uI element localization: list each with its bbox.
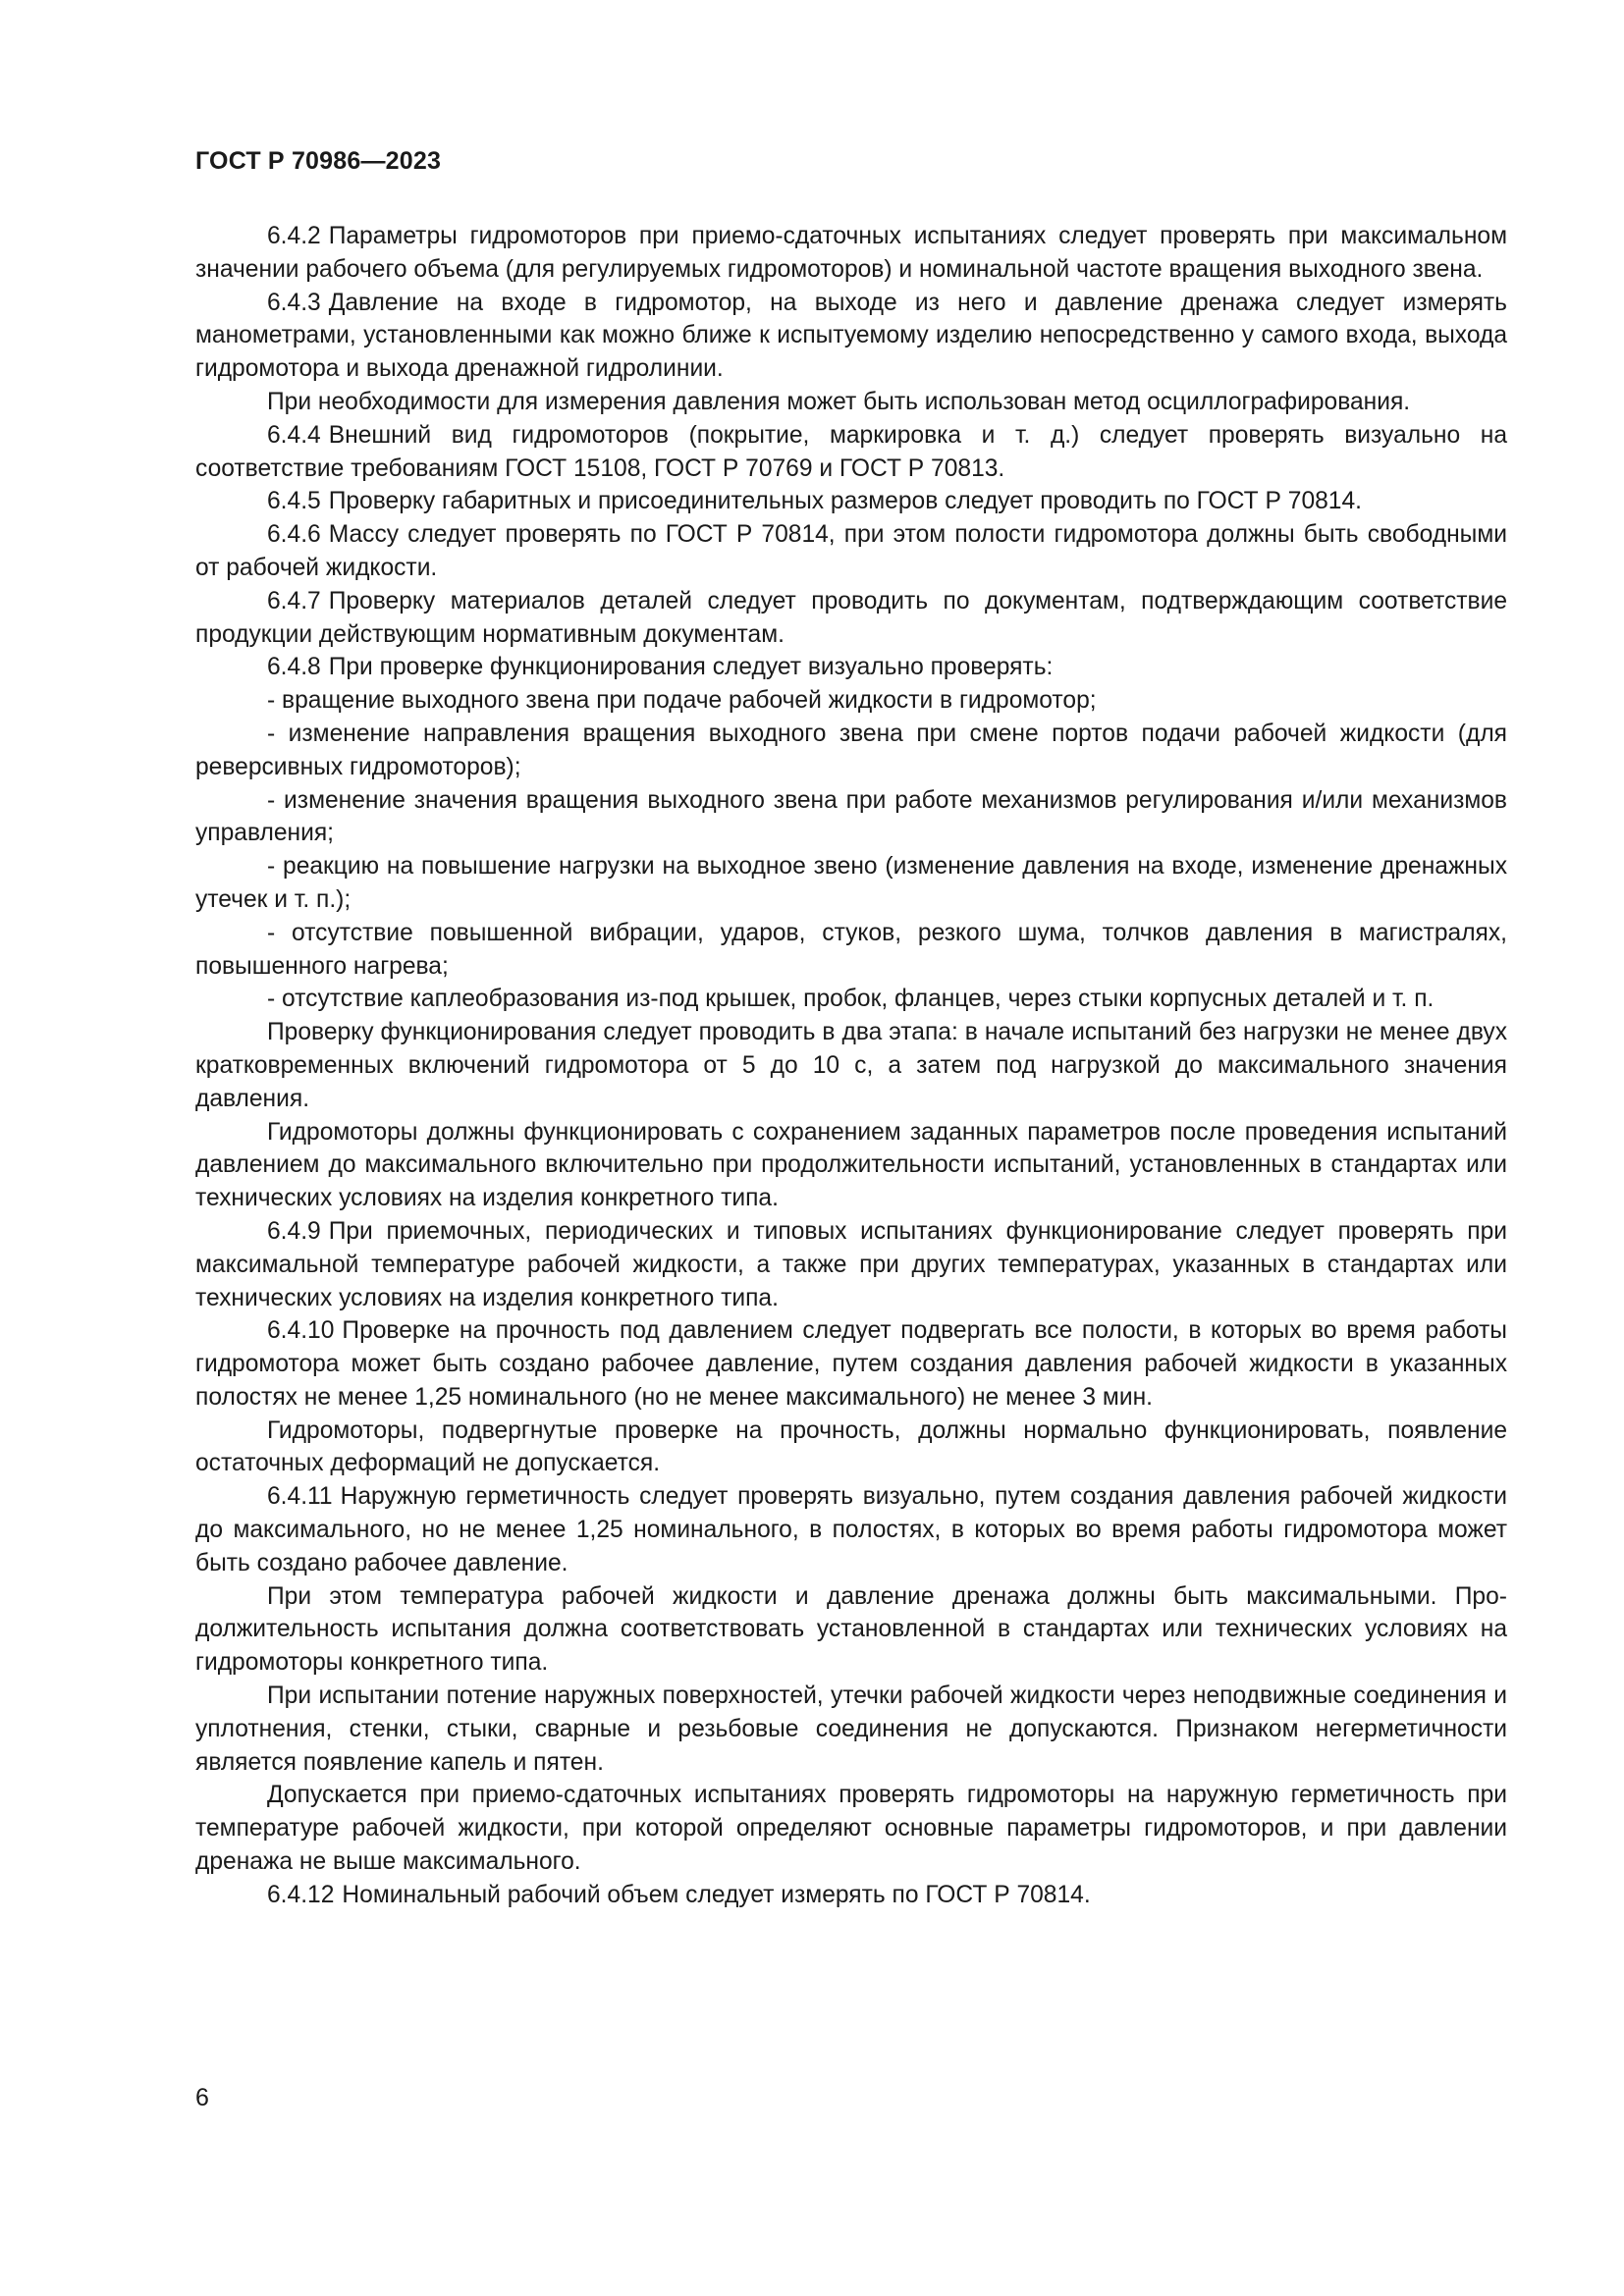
page-number: 6: [195, 2084, 209, 2111]
clause-number: 6.4.12: [267, 1881, 335, 1908]
document-header: ГОСТ Р 70986—2023: [195, 147, 442, 175]
paragraph: [195, 1016, 1507, 1115]
paragraph: [195, 1314, 1507, 1414]
list-item: [195, 684, 1507, 718]
paragraph: [195, 287, 1507, 386]
clause-number: 6.4.5: [267, 488, 321, 515]
list-item-text: - отсутствие каплеобразования из-под крышек, пробок, фланцев, через стыки корпусных деталей и т. п.: [267, 986, 1435, 1013]
paragraph-text: Допускается при приемо-сдаточных испытаниях проверять гидромоторы на наружную герметичность при температуре рабочей жидкости, при которой определяют основные параметры гидромоторов, и при давлении дренажа не выше максимального.: [195, 1782, 1507, 1876]
clause-number: 6.4.11: [267, 1483, 333, 1511]
paragraph-text: Гидромоторы должны функционировать с сохранением заданных параметров после проведения испытаний давлением до максимального включительно при продолжительности испытаний, установленных в стандартах или технических условиях на изделия конкретного типа.: [195, 1118, 1507, 1212]
paragraph-text: При приемочных, периодических и типовых испытаниях функционирование следует проверять при максимальной температуре рабочей жидкости, а также при других температурах, указанных в стандартах или технических условиях на изделия конкретного типа.: [195, 1217, 1507, 1311]
paragraph: [195, 518, 1507, 585]
paragraph-text: Наружную герметичность следует проверять визуально, путем создания давления рабочей жидкости до максимального, но не менее 1,25 номинального, в полостях, в которых во время работы гидромотора может быть создано рабочее давление.: [195, 1483, 1507, 1576]
paragraph: [195, 1116, 1507, 1215]
clause-number: 6.4.2: [267, 223, 321, 249]
list-item-text: - вращение выходного звена при подаче рабочей жидкости в гидромотор;: [267, 687, 1097, 715]
paragraph: [195, 1480, 1507, 1579]
paragraph: [195, 485, 1507, 518]
paragraph-text: При испытании потение наружных поверхностей, утечки рабочей жидкости через неподвижные соединения и уплотнения, стенки, стыки, сварные и резьбовые соединения не допускаются. Признаком негерметичности является появление капель и пятен.: [195, 1682, 1507, 1776]
paragraph: [195, 1779, 1507, 1878]
clause-number: 6.4.7: [267, 587, 321, 614]
paragraph-text: При необходимости для измерения давления может быть использован метод осциллографирования.: [267, 388, 1411, 415]
list-item: [195, 784, 1507, 851]
paragraph: [195, 585, 1507, 652]
paragraph: [195, 1879, 1507, 1912]
paragraph: [195, 220, 1507, 287]
list-item: [195, 917, 1507, 984]
paragraph-text: Проверку функционирования следует проводить в два этапа: в начале испытаний без нагрузки не менее двух кратковременных включений гидромотора от 5 до 10 с, а затем под нагрузкой до максимального значения давления.: [195, 1019, 1507, 1112]
clause-number: 6.4.6: [267, 521, 321, 549]
paragraph: [195, 1215, 1507, 1314]
paragraph-text: Номинальный рабочий объем следует измерять по ГОСТ Р 70814.: [342, 1881, 1091, 1908]
list-item-text: - изменение значения вращения выходного звена при работе механизмов регулирования и/или механизмов управления;: [195, 786, 1507, 847]
clause-number: 6.4.3: [267, 289, 321, 316]
paragraph-text: Массу следует проверять по ГОСТ Р 70814, при этом полости гидромотора должны быть свободными от рабочей жидкости.: [195, 521, 1507, 581]
paragraph-text: При проверке функционирования следует визуально проверять:: [328, 654, 1054, 681]
list-item-text: - отсутствие повышенной вибрации, ударов, стуков, резкого шума, толчков давления в магистралях, повышенного нагрева;: [195, 919, 1507, 980]
clause-number: 6.4.10: [267, 1317, 335, 1345]
list-item-text: - реакцию на повышение нагрузки на выходное звено (изменение давления на входе, изменение дренажных утечек и т. п.);: [195, 853, 1507, 913]
paragraph-text: Давление на входе в гидромотор, на выходе из него и давление дренажа следует измерять манометрами, установленными как можно ближе к испытуемому изделию непосредственно у самого входа, выхода гидромотора и выхода дренажной гидролинии.: [195, 289, 1507, 383]
paragraph: [195, 1580, 1507, 1680]
paragraph-text: Внешний вид гидромоторов (покрытие, маркировка и т. д.) следует проверять визуально на соответствие требованиям ГОСТ 15108, ГОСТ Р 70769 и ГОСТ Р 70813.: [195, 421, 1507, 482]
paragraph-text: При этом температура рабочей жидкости и давление дренажа должны быть максимальными. Продолжительность испытания должна соответствовать установленной в стандартах или технических условиях на гидромоторы конкретного типа.: [195, 1582, 1507, 1677]
document-body: [195, 220, 1507, 1912]
list-item: [195, 983, 1507, 1016]
clause-number: 6.4.9: [267, 1217, 321, 1245]
paragraph-text: Проверке на прочность под давлением следует подвергать все полости, в которых во время работы гидромотора может быть создано рабочее давление, путем создания давления рабочей жидкости в указанных полостях не менее 1,25 номинального (но не менее максимального) не менее 3 мин.: [195, 1317, 1507, 1411]
paragraph-text: Проверку материалов деталей следует проводить по документам, подтверждающим соответствие продукции действующим нормативным документам.: [195, 587, 1507, 648]
paragraph-text: Параметры гидромоторов при приемо-сдаточных испытаниях следует проверять при максимальном значении рабочего объема (для регулируемых гидромоторов) и номинальной частоте вращения выходного звена.: [195, 223, 1507, 283]
paragraph: [195, 386, 1507, 419]
paragraph: [195, 1415, 1507, 1481]
clause-number: 6.4.4: [267, 421, 321, 449]
list-item-text: - изменение направления вращения выходного звена при смене портов подачи рабочей жидкости (для реверсивных гидромоторов);: [195, 720, 1507, 780]
paragraph: [195, 1680, 1507, 1779]
paragraph: [195, 419, 1507, 486]
list-item: [195, 718, 1507, 784]
clause-number: 6.4.8: [267, 654, 321, 681]
paragraph: [195, 651, 1507, 684]
paragraph-text: Гидромоторы, подвергнутые проверке на прочность, должны нормально функционировать, появление остаточных деформаций не допускается.: [195, 1416, 1507, 1477]
paragraph-text: Проверку габаритных и присоединительных размеров следует проводить по ГОСТ Р 70814.: [328, 488, 1362, 515]
list-item: [195, 850, 1507, 917]
